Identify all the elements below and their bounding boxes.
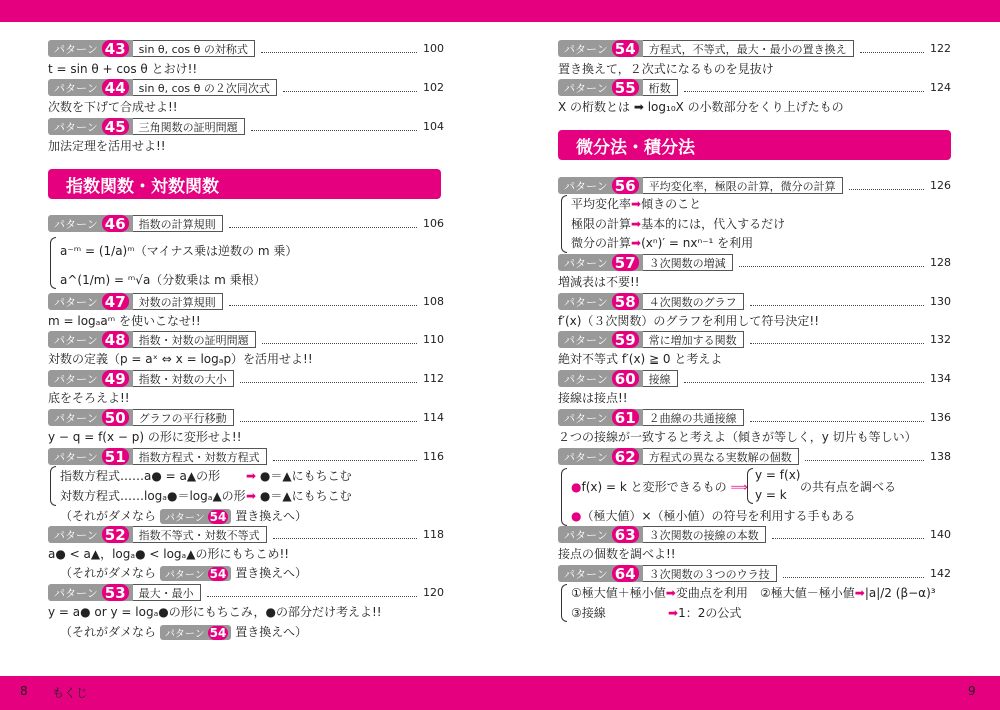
pattern-tag: パターン 46 <box>48 215 133 232</box>
entry-line: ➡ ●＝▲にもちこむ <box>246 489 352 503</box>
top-bar <box>0 0 1000 22</box>
pattern-tag: パターン 56 <box>558 177 643 194</box>
pattern-ref-tag[interactable]: パターン 54 <box>160 566 232 581</box>
entry-line: 微分の計算➡(xⁿ)′ = nxⁿ⁻¹ を利用 <box>571 236 754 250</box>
brace <box>747 468 753 504</box>
entry-line: f′(x)（３次関数）のグラフを利用して符号決定!! <box>558 314 820 328</box>
arrow-icon: ➡ <box>631 217 642 231</box>
leader-dots <box>240 374 417 383</box>
leader-dots <box>750 413 924 422</box>
toc-entry-46[interactable] <box>48 215 444 232</box>
leader-dots <box>783 569 924 578</box>
pattern-ref-tag[interactable]: パターン 54 <box>160 509 232 524</box>
pattern-tag: パターン 61 <box>558 409 643 426</box>
leader-dots <box>207 588 417 597</box>
entry-line: 接線は接点!! <box>558 391 628 405</box>
toc-entry-50[interactable] <box>48 409 444 426</box>
entry-line: 絶対不等式 f′(x) ≧ 0 と考えよ <box>558 352 723 366</box>
entry-line: 次数を下げて合成せよ!! <box>48 100 178 114</box>
arrow-icon: ⟹ <box>730 480 748 494</box>
page-number: 116 <box>423 450 444 463</box>
entry-title: ２曲線の共通接線 <box>643 409 744 426</box>
toc-entry-44[interactable] <box>48 79 444 96</box>
arrow-icon: ➡ <box>668 606 679 620</box>
page-number: 112 <box>423 372 444 385</box>
entry-line: ②極大値－極小値➡|a|/2 (β−α)³ <box>760 586 936 600</box>
pattern-tag: パターン 48 <box>48 331 133 348</box>
arrow-icon: ➡ <box>246 469 257 483</box>
leader-dots <box>261 44 417 53</box>
entry-line: y = k <box>755 488 787 502</box>
entry-title: sin θ, cos θ の２次同次式 <box>133 79 277 96</box>
toc-entry-49[interactable] <box>48 370 444 387</box>
entry-line: ➡1：2の公式 <box>668 606 742 620</box>
pattern-tag: パターン 58 <box>558 293 643 310</box>
section-heading-exp-log: 指数関数・対数関数 <box>48 169 441 199</box>
pattern-ref-tag[interactable]: パターン 54 <box>160 625 232 640</box>
pattern-tag: パターン 64 <box>558 565 643 582</box>
page-number: 136 <box>930 411 951 424</box>
entry-line: （それがダメなら パターン 54 置き換えへ） <box>60 509 307 524</box>
entry-line: 底をそろえよ!! <box>48 391 130 405</box>
left-page-number: 8 <box>20 684 28 698</box>
entry-line: ①極大値＋極小値➡変曲点を利用 <box>571 586 748 600</box>
entry-line: 置き換えて，２次式になるものを見抜け <box>558 62 774 76</box>
entry-title: 常に増加する関数 <box>643 331 744 348</box>
toc-entry-52[interactable] <box>48 526 444 543</box>
arrow-icon: ➡ <box>665 586 676 600</box>
leader-dots <box>273 530 417 539</box>
pattern-tag: パターン 44 <box>48 79 133 96</box>
entry-title: 三角関数の証明問題 <box>133 118 245 135</box>
pattern-tag: パターン 60 <box>558 370 643 387</box>
leader-dots <box>273 452 417 461</box>
page-number: 132 <box>930 333 951 346</box>
entry-line: の共有点を調べる <box>800 480 897 494</box>
leader-dots <box>262 335 417 344</box>
entry-line: 増減表は不要!! <box>558 275 640 289</box>
leader-dots <box>772 530 924 539</box>
page-number: 100 <box>423 42 444 55</box>
page-number: 114 <box>423 411 444 424</box>
leader-dots <box>739 258 924 267</box>
toc-entry-60[interactable] <box>558 370 951 387</box>
leader-dots <box>229 297 417 306</box>
toc-entry-51[interactable] <box>48 448 444 465</box>
leader-dots <box>240 413 417 422</box>
pattern-tag: パターン 55 <box>558 79 643 96</box>
page-number: 124 <box>930 81 951 94</box>
entry-line: ２つの接線が一致すると考えよ（傾きが等しく，y 切片も等しい） <box>558 430 917 444</box>
entry-line: y = a● or y = logₐ●の形にもちこみ，●の部分だけ考えよ!! <box>48 605 382 619</box>
entry-title: ３次関数の接線の本数 <box>643 526 766 543</box>
page-number: 104 <box>423 120 444 133</box>
entry-line: 平均変化率➡傾きのこと <box>571 197 702 211</box>
brace <box>561 195 567 253</box>
entry-title: 方程式の異なる実数解の個数 <box>643 448 799 465</box>
toc-entry-48[interactable] <box>48 331 444 348</box>
pattern-tag: パターン 51 <box>48 448 133 465</box>
entry-line: ➡ ●＝▲にもちこむ <box>246 469 352 483</box>
pattern-tag: パターン 53 <box>48 584 133 601</box>
page-number: 134 <box>930 372 951 385</box>
entry-title: 指数・対数の証明問題 <box>133 331 256 348</box>
page-number: 108 <box>423 295 444 308</box>
entry-line: ③接線 <box>571 606 606 620</box>
entry-line: X の桁数とは ➡ log₁₀X の小数部分をくり上げたもの <box>558 100 844 114</box>
page-number: 130 <box>930 295 951 308</box>
pattern-tag: パターン 49 <box>48 370 133 387</box>
page-number: 122 <box>930 42 951 55</box>
toc-entry-58[interactable] <box>558 293 951 310</box>
pattern-tag: パターン 45 <box>48 118 133 135</box>
leader-dots <box>849 181 924 190</box>
bullet-icon: ● <box>571 509 582 523</box>
footer-label: もくじ <box>52 686 89 700</box>
page-number: 102 <box>423 81 444 94</box>
entry-title: 接線 <box>643 370 678 387</box>
arrow-icon: ➡ <box>854 586 865 600</box>
pattern-tag: パターン 54 <box>558 40 643 57</box>
brace <box>50 466 56 506</box>
leader-dots <box>684 374 924 383</box>
toc-entry-62[interactable] <box>558 448 951 465</box>
entry-title: 最大・最小 <box>133 584 201 601</box>
leader-dots <box>283 83 417 92</box>
footer-bar <box>0 676 1000 710</box>
page-number: 140 <box>930 528 951 541</box>
entry-line: （それがダメなら パターン 54 置き換えへ） <box>60 566 307 581</box>
entry-line: 指数方程式……a● = a▲の形 <box>60 469 221 483</box>
leader-dots <box>750 335 924 344</box>
entry-line: t = sin θ + cos θ とおけ!! <box>48 62 198 76</box>
arrow-icon: ➡ <box>631 236 642 250</box>
leader-dots <box>805 452 924 461</box>
entry-title: ３次関数の３つのウラ技 <box>643 565 777 582</box>
toc-entry-63[interactable] <box>558 526 951 543</box>
pattern-tag: パターン 62 <box>558 448 643 465</box>
page-number: 118 <box>423 528 444 541</box>
pattern-tag: パターン 59 <box>558 331 643 348</box>
entry-title: 桁数 <box>643 79 678 96</box>
page-number: 138 <box>930 450 951 463</box>
entry-title: グラフの平行移動 <box>133 409 234 426</box>
toc-entry-57[interactable] <box>558 254 951 271</box>
entry-line: ●f(x) = k と変形できるもの ⟹ <box>571 480 748 494</box>
entry-line: y = f(x) <box>755 468 801 482</box>
brace <box>561 468 567 526</box>
pattern-tag: パターン 63 <box>558 526 643 543</box>
entry-title: 平均変化率，極限の計算，微分の計算 <box>643 177 843 194</box>
entry-title: sin θ, cos θ の対称式 <box>133 40 255 57</box>
leader-dots <box>229 219 417 228</box>
toc-entry-56[interactable] <box>558 177 951 194</box>
entry-title: 指数方程式・対数方程式 <box>133 448 267 465</box>
section-heading-differential-integral: 微分法・積分法 <box>558 130 951 160</box>
entry-title: 対数の計算規則 <box>133 293 223 310</box>
entry-line: m = logₐaᵐ を使いこなせ!! <box>48 314 201 328</box>
leader-dots <box>860 44 924 53</box>
entry-line: 極限の計算➡基本的には，代入するだけ <box>571 217 786 231</box>
toc-entry-54[interactable] <box>558 40 951 57</box>
entry-line: （それがダメなら パターン 54 置き換えへ） <box>60 625 307 640</box>
entry-title: 指数不等式・対数不等式 <box>133 526 267 543</box>
page-number: 110 <box>423 333 444 346</box>
page-number: 128 <box>930 256 951 269</box>
pattern-tag: パターン 52 <box>48 526 133 543</box>
entry-title: 指数・対数の大小 <box>133 370 234 387</box>
entry-title: ３次関数の増減 <box>643 254 733 271</box>
toc-entry-45[interactable] <box>48 118 444 135</box>
right-page-number: 9 <box>968 684 976 698</box>
toc-entry-53[interactable] <box>48 584 444 601</box>
entry-line: a● < a▲，logₐ● < logₐ▲の形にもちこめ!! <box>48 547 290 561</box>
toc-entry-61[interactable] <box>558 409 951 426</box>
pattern-tag: パターン 57 <box>558 254 643 271</box>
page-number: 126 <box>930 179 951 192</box>
entry-line: 加法定理を活用せよ!! <box>48 139 166 153</box>
entry-title: 指数の計算規則 <box>133 215 223 232</box>
toc-entry-64[interactable] <box>558 565 951 582</box>
leader-dots <box>750 297 924 306</box>
pattern-tag: パターン 50 <box>48 409 133 426</box>
entry-line: 対数方程式……logₐ●＝logₐ▲の形 <box>60 489 246 503</box>
pattern-tag: パターン 43 <box>48 40 133 57</box>
brace <box>50 237 56 289</box>
toc-entry-59[interactable] <box>558 331 951 348</box>
pattern-tag: パターン 47 <box>48 293 133 310</box>
bullet-icon: ● <box>571 480 582 494</box>
entry-line: 対数の定義（p = aˣ ⇔ x = logₐp）を活用せよ!! <box>48 352 313 366</box>
entry-line: ●（極大値）×（極小値）の符号を利用する手もある <box>571 509 856 523</box>
leader-dots <box>684 83 924 92</box>
page-number: 120 <box>423 586 444 599</box>
entry-line: 接点の個数を調べよ!! <box>558 547 676 561</box>
page-number: 106 <box>423 217 444 230</box>
toc-entry-43[interactable] <box>48 40 444 57</box>
arrow-icon: ➡ <box>631 197 642 211</box>
brace <box>561 584 567 622</box>
entry-line: a⁻ᵐ = (1/a)ᵐ（マイナス乗は逆数の m 乗） <box>60 244 298 258</box>
toc-entry-55[interactable] <box>558 79 951 96</box>
entry-title: ４次関数のグラフ <box>643 293 744 310</box>
entry-title: 方程式，不等式，最大・最小の置き換え <box>643 40 854 57</box>
arrow-icon: ➡ <box>246 489 257 503</box>
entry-line: a^(1/m) = ᵐ√a（分数乗は m 乗根） <box>60 273 266 287</box>
leader-dots <box>251 122 417 131</box>
page-number: 142 <box>930 567 951 580</box>
entry-line: y − q = f(x − p) の形に変形せよ!! <box>48 430 242 444</box>
toc-entry-47[interactable] <box>48 293 444 310</box>
